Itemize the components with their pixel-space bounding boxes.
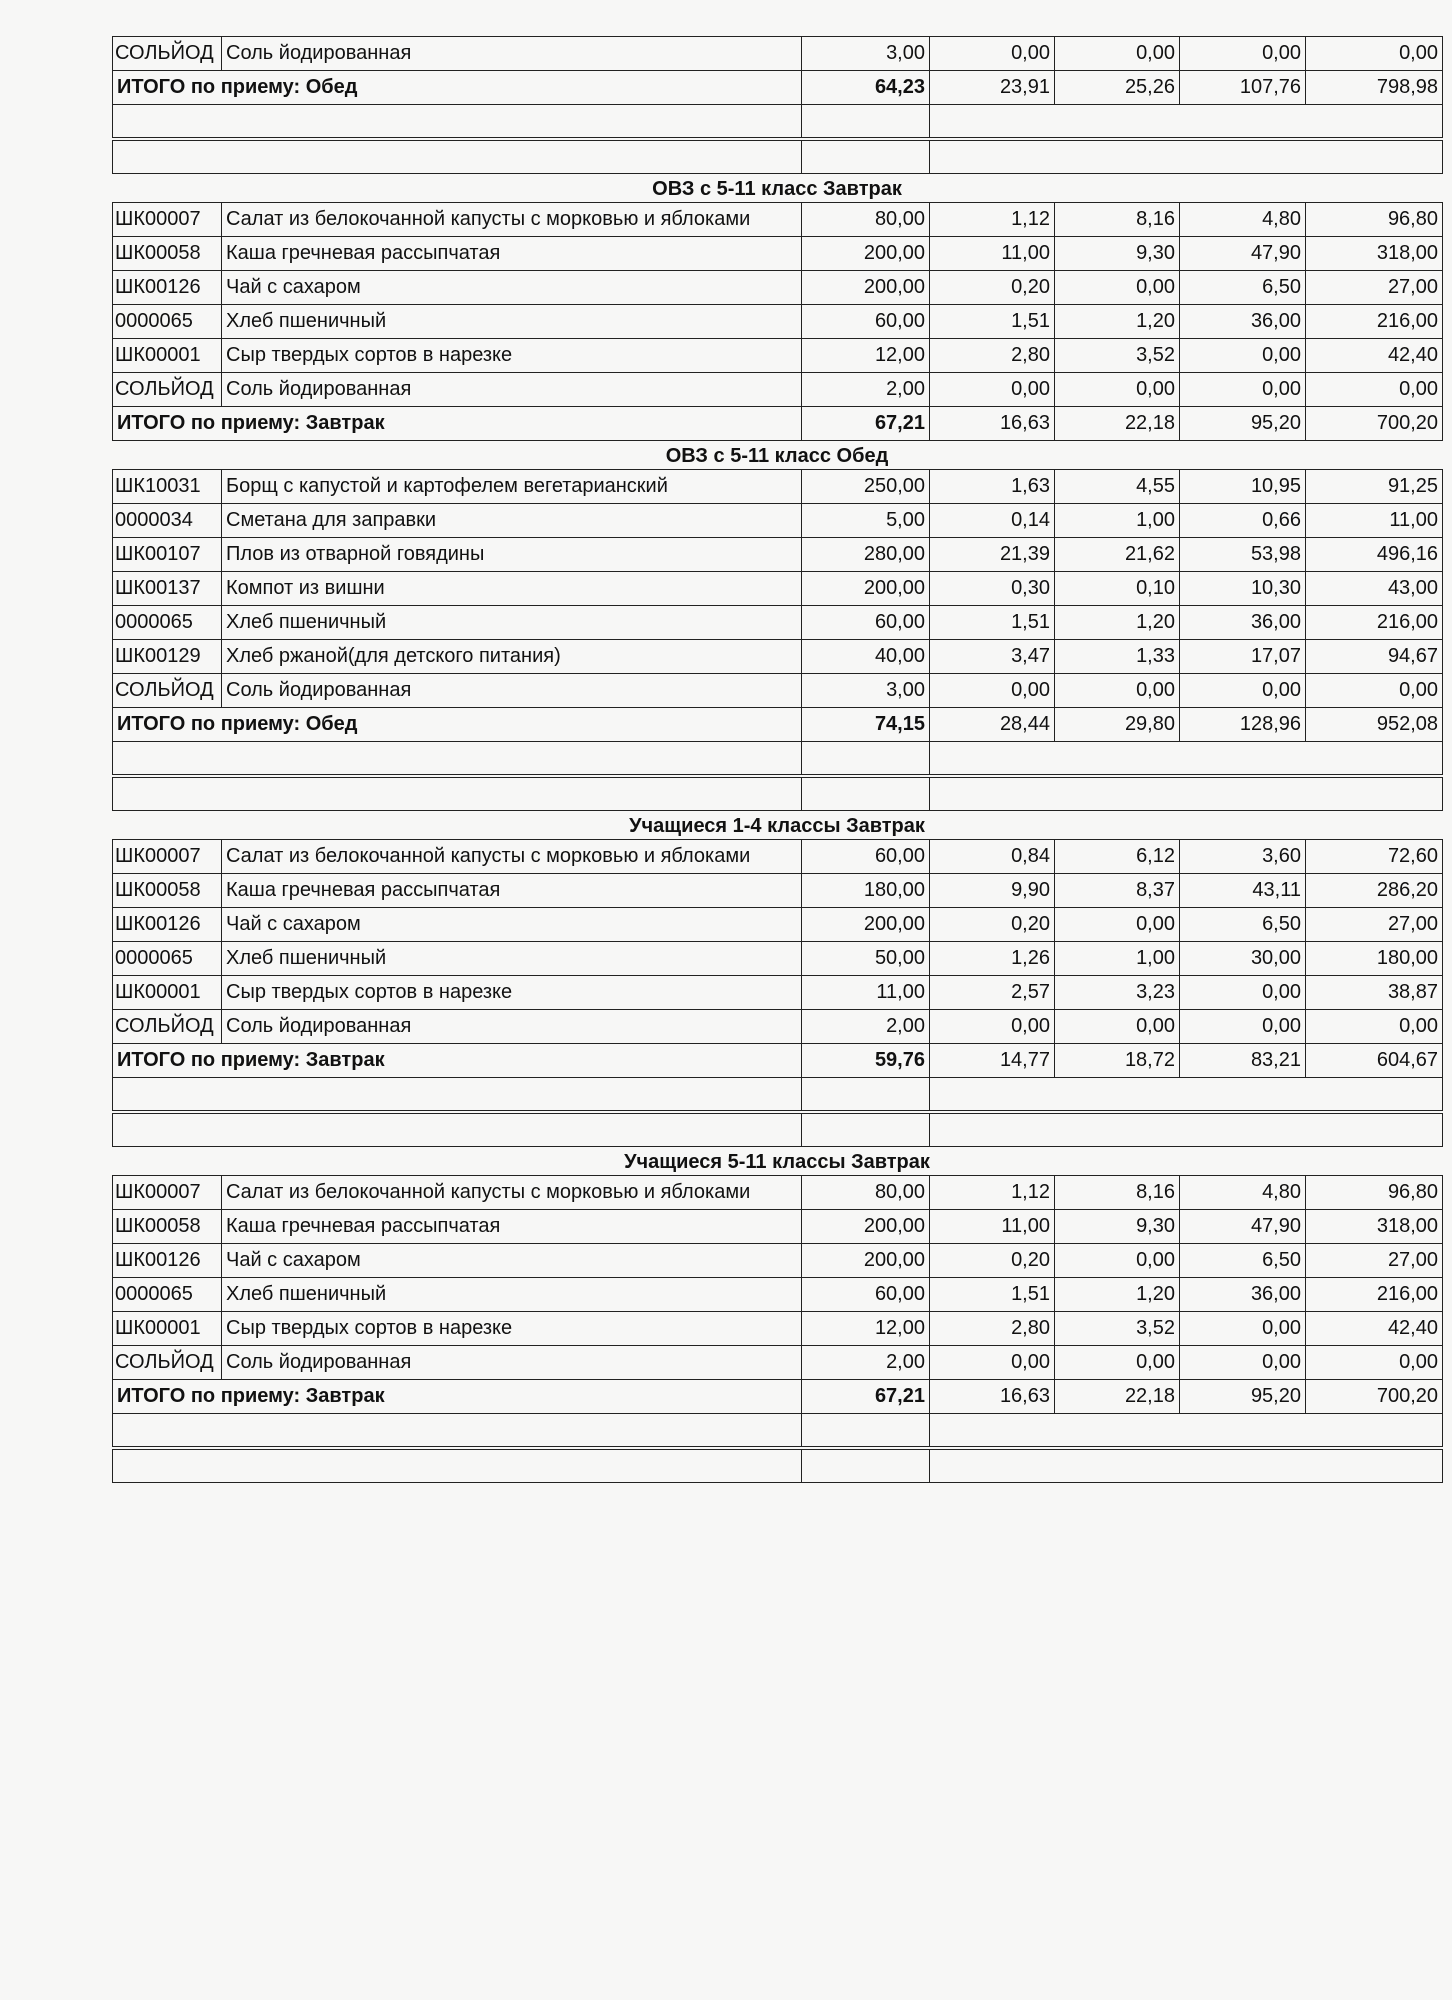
item-code: ШК00129 bbox=[113, 640, 222, 674]
empty-cell bbox=[802, 742, 930, 777]
empty-cell bbox=[113, 1448, 802, 1483]
item-fat: 0,00 bbox=[1055, 1346, 1180, 1380]
table-row bbox=[113, 572, 1443, 606]
item-carbs: 0,00 bbox=[1180, 37, 1306, 71]
section-title: ОВЗ с 5-11 класс Завтрак bbox=[652, 178, 902, 200]
item-protein: 0,00 bbox=[930, 373, 1055, 407]
item-code: ШК00007 bbox=[113, 203, 222, 237]
item-protein: 0,00 bbox=[930, 674, 1055, 708]
item-code: 0000034 bbox=[113, 504, 222, 538]
item-fat: 1,00 bbox=[1055, 504, 1180, 538]
menu-table bbox=[112, 1175, 1443, 1483]
item-weight: 250,00 bbox=[802, 470, 930, 504]
item-weight: 40,00 bbox=[802, 640, 930, 674]
item-kcal: 216,00 bbox=[1306, 1278, 1443, 1312]
total-value: 107,76 bbox=[1180, 71, 1306, 105]
item-protein: 0,14 bbox=[930, 504, 1055, 538]
item-name: Салат из белокочанной капусты с морковью и яблоками bbox=[222, 840, 802, 874]
item-weight: 3,00 bbox=[802, 674, 930, 708]
menu-document bbox=[112, 36, 1442, 1483]
item-name: Чай с сахаром bbox=[222, 271, 802, 305]
item-code: ШК00001 bbox=[113, 339, 222, 373]
item-carbs: 36,00 bbox=[1180, 1278, 1306, 1312]
item-kcal: 496,16 bbox=[1306, 538, 1443, 572]
item-fat: 1,20 bbox=[1055, 1278, 1180, 1312]
total-value: 23,91 bbox=[930, 71, 1055, 105]
table-row bbox=[113, 203, 1443, 237]
item-carbs: 36,00 bbox=[1180, 305, 1306, 339]
item-fat: 1,33 bbox=[1055, 640, 1180, 674]
item-protein: 2,57 bbox=[930, 976, 1055, 1010]
item-protein: 1,51 bbox=[930, 305, 1055, 339]
item-name: Каша гречневая рассыпчатая bbox=[222, 1210, 802, 1244]
item-fat: 3,52 bbox=[1055, 339, 1180, 373]
item-fat: 8,16 bbox=[1055, 1176, 1180, 1210]
item-code: 0000065 bbox=[113, 606, 222, 640]
item-fat: 21,62 bbox=[1055, 538, 1180, 572]
table-row bbox=[113, 37, 1443, 71]
empty-cell bbox=[930, 1448, 1443, 1483]
item-protein: 1,12 bbox=[930, 203, 1055, 237]
total-value: 29,80 bbox=[1055, 708, 1180, 742]
empty-cell bbox=[113, 139, 802, 174]
item-name: Хлеб пшеничный bbox=[222, 942, 802, 976]
item-name: Салат из белокочанной капусты с морковью и яблоками bbox=[222, 203, 802, 237]
item-code: ШК00007 bbox=[113, 1176, 222, 1210]
item-kcal: 180,00 bbox=[1306, 942, 1443, 976]
item-fat: 8,16 bbox=[1055, 203, 1180, 237]
item-name: Соль йодированная bbox=[222, 1346, 802, 1380]
item-carbs: 0,00 bbox=[1180, 1010, 1306, 1044]
total-label: ИТОГО по приему: Завтрак bbox=[113, 407, 802, 441]
item-code: СОЛЬЙОД bbox=[113, 1010, 222, 1044]
item-weight: 180,00 bbox=[802, 874, 930, 908]
table-row bbox=[113, 840, 1443, 874]
item-weight: 60,00 bbox=[802, 840, 930, 874]
empty-cell bbox=[113, 776, 802, 811]
total-value: 16,63 bbox=[930, 1380, 1055, 1414]
item-weight: 60,00 bbox=[802, 1278, 930, 1312]
item-name: Соль йодированная bbox=[222, 1010, 802, 1044]
total-value: 798,98 bbox=[1306, 71, 1443, 105]
item-carbs: 30,00 bbox=[1180, 942, 1306, 976]
item-code: ШК00126 bbox=[113, 1244, 222, 1278]
empty-row bbox=[113, 1448, 1443, 1483]
item-code: СОЛЬЙОД bbox=[113, 674, 222, 708]
empty-cell bbox=[802, 105, 930, 140]
item-carbs: 4,80 bbox=[1180, 203, 1306, 237]
item-weight: 2,00 bbox=[802, 1010, 930, 1044]
item-name: Каша гречневая рассыпчатая bbox=[222, 237, 802, 271]
item-fat: 0,00 bbox=[1055, 373, 1180, 407]
empty-cell bbox=[113, 1112, 802, 1147]
item-code: ШК00001 bbox=[113, 1312, 222, 1346]
item-protein: 1,12 bbox=[930, 1176, 1055, 1210]
item-fat: 9,30 bbox=[1055, 237, 1180, 271]
item-name: Каша гречневая рассыпчатая bbox=[222, 874, 802, 908]
item-kcal: 27,00 bbox=[1306, 908, 1443, 942]
table-row bbox=[113, 1010, 1443, 1044]
empty-cell bbox=[930, 139, 1443, 174]
empty-cell bbox=[930, 742, 1443, 777]
item-weight: 200,00 bbox=[802, 1244, 930, 1278]
item-kcal: 96,80 bbox=[1306, 203, 1443, 237]
item-kcal: 216,00 bbox=[1306, 606, 1443, 640]
menu-table bbox=[112, 469, 1443, 811]
item-carbs: 53,98 bbox=[1180, 538, 1306, 572]
item-protein: 0,20 bbox=[930, 908, 1055, 942]
item-weight: 200,00 bbox=[802, 271, 930, 305]
empty-cell bbox=[802, 776, 930, 811]
total-weight: 59,76 bbox=[802, 1044, 930, 1078]
item-kcal: 27,00 bbox=[1306, 1244, 1443, 1278]
item-kcal: 0,00 bbox=[1306, 37, 1443, 71]
item-protein: 0,00 bbox=[930, 1346, 1055, 1380]
item-carbs: 6,50 bbox=[1180, 908, 1306, 942]
item-code: ШК00058 bbox=[113, 874, 222, 908]
item-kcal: 38,87 bbox=[1306, 976, 1443, 1010]
table-row bbox=[113, 674, 1443, 708]
item-protein: 2,80 bbox=[930, 1312, 1055, 1346]
total-value: 700,20 bbox=[1306, 1380, 1443, 1414]
item-fat: 9,30 bbox=[1055, 1210, 1180, 1244]
item-weight: 5,00 bbox=[802, 504, 930, 538]
item-weight: 50,00 bbox=[802, 942, 930, 976]
item-carbs: 6,50 bbox=[1180, 1244, 1306, 1278]
empty-cell bbox=[930, 1112, 1443, 1147]
item-name: Плов из отварной говядины bbox=[222, 538, 802, 572]
item-fat: 0,00 bbox=[1055, 271, 1180, 305]
total-label: ИТОГО по приему: Обед bbox=[113, 71, 802, 105]
total-row bbox=[113, 1380, 1443, 1414]
empty-cell bbox=[930, 1078, 1443, 1113]
item-carbs: 3,60 bbox=[1180, 840, 1306, 874]
item-code: 0000065 bbox=[113, 1278, 222, 1312]
item-carbs: 6,50 bbox=[1180, 271, 1306, 305]
empty-row bbox=[113, 776, 1443, 811]
item-protein: 1,51 bbox=[930, 606, 1055, 640]
item-name: Соль йодированная bbox=[222, 37, 802, 71]
empty-cell bbox=[113, 742, 802, 777]
empty-row bbox=[113, 105, 1443, 140]
item-name: Компот из вишни bbox=[222, 572, 802, 606]
item-fat: 0,10 bbox=[1055, 572, 1180, 606]
item-weight: 200,00 bbox=[802, 572, 930, 606]
item-protein: 1,51 bbox=[930, 1278, 1055, 1312]
item-kcal: 0,00 bbox=[1306, 1346, 1443, 1380]
item-fat: 0,00 bbox=[1055, 37, 1180, 71]
item-fat: 0,00 bbox=[1055, 674, 1180, 708]
table-row bbox=[113, 1312, 1443, 1346]
item-fat: 0,00 bbox=[1055, 1244, 1180, 1278]
item-carbs: 17,07 bbox=[1180, 640, 1306, 674]
item-name: Хлеб пшеничный bbox=[222, 305, 802, 339]
total-row bbox=[113, 708, 1443, 742]
empty-cell bbox=[802, 1414, 930, 1449]
empty-row bbox=[113, 1414, 1443, 1449]
total-value: 952,08 bbox=[1306, 708, 1443, 742]
item-fat: 4,55 bbox=[1055, 470, 1180, 504]
total-row bbox=[113, 71, 1443, 105]
item-code: 0000065 bbox=[113, 942, 222, 976]
item-carbs: 0,00 bbox=[1180, 1346, 1306, 1380]
item-carbs: 4,80 bbox=[1180, 1176, 1306, 1210]
item-kcal: 43,00 bbox=[1306, 572, 1443, 606]
item-protein: 2,80 bbox=[930, 339, 1055, 373]
total-value: 604,67 bbox=[1306, 1044, 1443, 1078]
item-weight: 200,00 bbox=[802, 908, 930, 942]
item-kcal: 91,25 bbox=[1306, 470, 1443, 504]
item-carbs: 0,00 bbox=[1180, 1312, 1306, 1346]
item-code: ШК00137 bbox=[113, 572, 222, 606]
empty-cell bbox=[113, 105, 802, 140]
item-kcal: 216,00 bbox=[1306, 305, 1443, 339]
item-weight: 80,00 bbox=[802, 203, 930, 237]
item-kcal: 286,20 bbox=[1306, 874, 1443, 908]
empty-cell bbox=[930, 105, 1443, 140]
table-row bbox=[113, 908, 1443, 942]
table-row bbox=[113, 606, 1443, 640]
item-name: Сметана для заправки bbox=[222, 504, 802, 538]
total-value: 22,18 bbox=[1055, 407, 1180, 441]
item-kcal: 0,00 bbox=[1306, 373, 1443, 407]
total-weight: 74,15 bbox=[802, 708, 930, 742]
item-name: Чай с сахаром bbox=[222, 1244, 802, 1278]
item-code: 0000065 bbox=[113, 305, 222, 339]
item-kcal: 0,00 bbox=[1306, 1010, 1443, 1044]
item-carbs: 0,66 bbox=[1180, 504, 1306, 538]
item-weight: 80,00 bbox=[802, 1176, 930, 1210]
item-name: Хлеб ржаной(для детского питания) bbox=[222, 640, 802, 674]
item-weight: 12,00 bbox=[802, 339, 930, 373]
item-kcal: 96,80 bbox=[1306, 1176, 1443, 1210]
item-weight: 60,00 bbox=[802, 305, 930, 339]
item-weight: 11,00 bbox=[802, 976, 930, 1010]
item-code: СОЛЬЙОД bbox=[113, 1346, 222, 1380]
total-label: ИТОГО по приему: Завтрак bbox=[113, 1044, 802, 1078]
table-row bbox=[113, 470, 1443, 504]
menu-table bbox=[112, 839, 1443, 1147]
item-name: Сыр твердых сортов в нарезке bbox=[222, 339, 802, 373]
item-code: ШК00058 bbox=[113, 237, 222, 271]
item-code: ШК00007 bbox=[113, 840, 222, 874]
item-protein: 1,63 bbox=[930, 470, 1055, 504]
item-fat: 1,20 bbox=[1055, 606, 1180, 640]
item-weight: 200,00 bbox=[802, 1210, 930, 1244]
item-kcal: 27,00 bbox=[1306, 271, 1443, 305]
item-weight: 2,00 bbox=[802, 1346, 930, 1380]
item-name: Борщ с капустой и картофелем вегетарианский bbox=[222, 470, 802, 504]
item-fat: 1,20 bbox=[1055, 305, 1180, 339]
empty-cell bbox=[802, 1078, 930, 1113]
total-value: 700,20 bbox=[1306, 407, 1443, 441]
item-weight: 3,00 bbox=[802, 37, 930, 71]
table-row bbox=[113, 1244, 1443, 1278]
item-name: Хлеб пшеничный bbox=[222, 606, 802, 640]
table-row bbox=[113, 1346, 1443, 1380]
empty-cell bbox=[113, 1414, 802, 1449]
item-weight: 280,00 bbox=[802, 538, 930, 572]
table-row bbox=[113, 538, 1443, 572]
total-row bbox=[113, 407, 1443, 441]
empty-row bbox=[113, 742, 1443, 777]
item-protein: 0,84 bbox=[930, 840, 1055, 874]
item-carbs: 10,95 bbox=[1180, 470, 1306, 504]
item-fat: 1,00 bbox=[1055, 942, 1180, 976]
total-weight: 67,21 bbox=[802, 1380, 930, 1414]
total-label: ИТОГО по приему: Завтрак bbox=[113, 1380, 802, 1414]
total-value: 95,20 bbox=[1180, 407, 1306, 441]
item-carbs: 43,11 bbox=[1180, 874, 1306, 908]
table-row bbox=[113, 271, 1443, 305]
menu-table bbox=[112, 202, 1443, 441]
table-row bbox=[113, 1278, 1443, 1312]
section-title: ОВЗ с 5-11 класс Обед bbox=[665, 445, 889, 467]
item-fat: 3,52 bbox=[1055, 1312, 1180, 1346]
table-row bbox=[113, 339, 1443, 373]
table-row bbox=[113, 373, 1443, 407]
item-carbs: 47,90 bbox=[1180, 237, 1306, 271]
empty-cell bbox=[802, 1448, 930, 1483]
empty-cell bbox=[930, 1414, 1443, 1449]
item-name: Сыр твердых сортов в нарезке bbox=[222, 976, 802, 1010]
item-name: Соль йодированная bbox=[222, 373, 802, 407]
item-protein: 11,00 bbox=[930, 1210, 1055, 1244]
item-code: ШК00107 bbox=[113, 538, 222, 572]
item-kcal: 72,60 bbox=[1306, 840, 1443, 874]
total-value: 28,44 bbox=[930, 708, 1055, 742]
item-kcal: 11,00 bbox=[1306, 504, 1443, 538]
total-weight: 64,23 bbox=[802, 71, 930, 105]
item-protein: 9,90 bbox=[930, 874, 1055, 908]
item-protein: 0,00 bbox=[930, 37, 1055, 71]
item-carbs: 0,00 bbox=[1180, 674, 1306, 708]
item-kcal: 318,00 bbox=[1306, 237, 1443, 271]
item-protein: 0,00 bbox=[930, 1010, 1055, 1044]
item-carbs: 47,90 bbox=[1180, 1210, 1306, 1244]
empty-row bbox=[113, 1078, 1443, 1113]
section-title: Учащиеся 1-4 классы Завтрак bbox=[629, 815, 925, 837]
item-name: Хлеб пшеничный bbox=[222, 1278, 802, 1312]
item-name: Сыр твердых сортов в нарезке bbox=[222, 1312, 802, 1346]
total-value: 25,26 bbox=[1055, 71, 1180, 105]
item-code: ШК00126 bbox=[113, 908, 222, 942]
empty-cell bbox=[113, 1078, 802, 1113]
item-fat: 0,00 bbox=[1055, 1010, 1180, 1044]
item-code: СОЛЬЙОД bbox=[113, 37, 222, 71]
item-carbs: 0,00 bbox=[1180, 339, 1306, 373]
item-carbs: 36,00 bbox=[1180, 606, 1306, 640]
item-fat: 0,00 bbox=[1055, 908, 1180, 942]
section-title: Учащиеся 5-11 классы Завтрак bbox=[624, 1151, 930, 1173]
item-protein: 0,30 bbox=[930, 572, 1055, 606]
table-row bbox=[113, 976, 1443, 1010]
table-row bbox=[113, 942, 1443, 976]
item-kcal: 94,67 bbox=[1306, 640, 1443, 674]
item-protein: 3,47 bbox=[930, 640, 1055, 674]
empty-cell bbox=[930, 776, 1443, 811]
total-label: ИТОГО по приему: Обед bbox=[113, 708, 802, 742]
table-row bbox=[113, 874, 1443, 908]
item-protein: 0,20 bbox=[930, 271, 1055, 305]
item-kcal: 0,00 bbox=[1306, 674, 1443, 708]
item-protein: 0,20 bbox=[930, 1244, 1055, 1278]
item-protein: 21,39 bbox=[930, 538, 1055, 572]
item-fat: 6,12 bbox=[1055, 840, 1180, 874]
total-value: 128,96 bbox=[1180, 708, 1306, 742]
total-value: 16,63 bbox=[930, 407, 1055, 441]
item-fat: 8,37 bbox=[1055, 874, 1180, 908]
item-name: Салат из белокочанной капусты с морковью и яблоками bbox=[222, 1176, 802, 1210]
menu-table bbox=[112, 36, 1443, 174]
item-fat: 3,23 bbox=[1055, 976, 1180, 1010]
item-weight: 12,00 bbox=[802, 1312, 930, 1346]
item-name: Соль йодированная bbox=[222, 674, 802, 708]
item-kcal: 42,40 bbox=[1306, 1312, 1443, 1346]
table-row bbox=[113, 305, 1443, 339]
item-code: ШК00126 bbox=[113, 271, 222, 305]
table-row bbox=[113, 1176, 1443, 1210]
total-row bbox=[113, 1044, 1443, 1078]
table-row bbox=[113, 237, 1443, 271]
item-protein: 11,00 bbox=[930, 237, 1055, 271]
empty-cell bbox=[802, 139, 930, 174]
item-code: ШК10031 bbox=[113, 470, 222, 504]
item-carbs: 0,00 bbox=[1180, 373, 1306, 407]
total-value: 18,72 bbox=[1055, 1044, 1180, 1078]
empty-row bbox=[113, 139, 1443, 174]
table-row bbox=[113, 1210, 1443, 1244]
item-carbs: 0,00 bbox=[1180, 976, 1306, 1010]
item-protein: 1,26 bbox=[930, 942, 1055, 976]
total-value: 95,20 bbox=[1180, 1380, 1306, 1414]
item-weight: 2,00 bbox=[802, 373, 930, 407]
item-weight: 60,00 bbox=[802, 606, 930, 640]
item-code: СОЛЬЙОД bbox=[113, 373, 222, 407]
total-value: 83,21 bbox=[1180, 1044, 1306, 1078]
empty-row bbox=[113, 1112, 1443, 1147]
total-value: 22,18 bbox=[1055, 1380, 1180, 1414]
total-weight: 67,21 bbox=[802, 407, 930, 441]
item-kcal: 42,40 bbox=[1306, 339, 1443, 373]
table-row bbox=[113, 640, 1443, 674]
item-carbs: 10,30 bbox=[1180, 572, 1306, 606]
item-code: ШК00001 bbox=[113, 976, 222, 1010]
item-kcal: 318,00 bbox=[1306, 1210, 1443, 1244]
item-name: Чай с сахаром bbox=[222, 908, 802, 942]
item-weight: 200,00 bbox=[802, 237, 930, 271]
item-code: ШК00058 bbox=[113, 1210, 222, 1244]
empty-cell bbox=[802, 1112, 930, 1147]
table-row bbox=[113, 504, 1443, 538]
total-value: 14,77 bbox=[930, 1044, 1055, 1078]
